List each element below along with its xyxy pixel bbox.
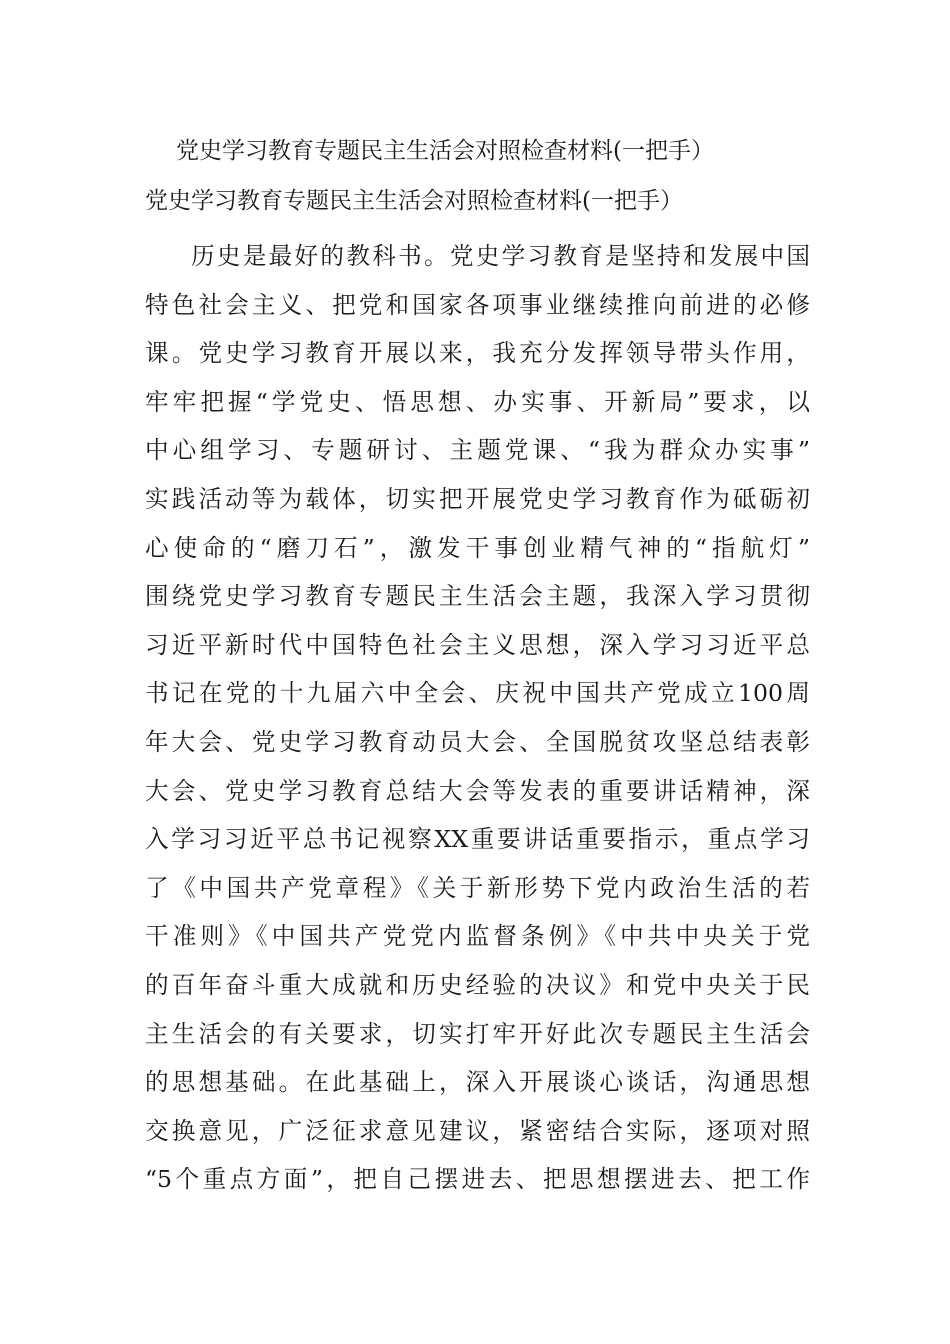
body-line: 心使命的“磨刀石”，激发干事创业精气神的“指航灯” bbox=[145, 533, 810, 562]
body-line: 的百年奋斗重大成就和历史经验的决议》和党中央关于民 bbox=[145, 970, 810, 999]
body-line: 了《中国共产党章程》《关于新形势下党内政治生活的若 bbox=[145, 873, 810, 902]
body-line: 牢牢把握“学党史、悟思想、办实事、开新局”要求，以 bbox=[145, 387, 810, 416]
body-line: 习近平新时代中国特色社会主义思想，深入学习习近平总 bbox=[145, 630, 810, 659]
document-subtitle: 党史学习教育专题民主生活会对照检查材料(一把手） bbox=[145, 188, 683, 214]
body-line: 围绕党史学习教育专题民主生活会主题，我深入学习贯彻 bbox=[145, 582, 810, 611]
body-line: 的思想基础。在此基础上，深入开展谈心谈话，沟通思想 bbox=[145, 1068, 810, 1097]
body-line: “5个重点方面”，把自己摆进去、把思想摆进去、把工作 bbox=[145, 1165, 810, 1194]
body-line: 主生活会的有关要求，切实打牢开好此次专题民主生活会 bbox=[145, 1019, 810, 1048]
body-line: 干准则》《中国共产党党内监督条例》《中共中央关于党 bbox=[145, 922, 810, 951]
document-title: 党史学习教育专题民主生活会对照检查材料(一把手） bbox=[176, 138, 714, 164]
body-paragraph bbox=[145, 232, 810, 1204]
body-line: 历史是最好的教科书。党史学习教育是坚持和发展中国 bbox=[191, 242, 810, 270]
body-line: 实践活动等为载体，切实把开展党史学习教育作为砥砺初 bbox=[145, 484, 810, 513]
body-line: 入学习习近平总书记视察XX重要讲话重要指示，重点学习 bbox=[145, 825, 810, 854]
body-line: 课。党史学习教育开展以来，我充分发挥领导带头作用， bbox=[145, 339, 810, 368]
body-line: 中心组学习、专题研讨、主题党课、“我为群众办实事” bbox=[145, 436, 810, 465]
body-line: 交换意见，广泛征求意见建议，紧密结合实际，逐项对照 bbox=[145, 1116, 810, 1145]
body-line: 书记在党的十九届六中全会、庆祝中国共产党成立100周 bbox=[145, 679, 810, 708]
body-line: 特色社会主义、把党和国家各项事业继续推向前进的必修 bbox=[145, 290, 810, 319]
body-line: 大会、党史学习教育总结大会等发表的重要讲话精神，深 bbox=[145, 776, 810, 805]
body-line: 年大会、党史学习教育动员大会、全国脱贫攻坚总结表彰 bbox=[145, 727, 810, 756]
